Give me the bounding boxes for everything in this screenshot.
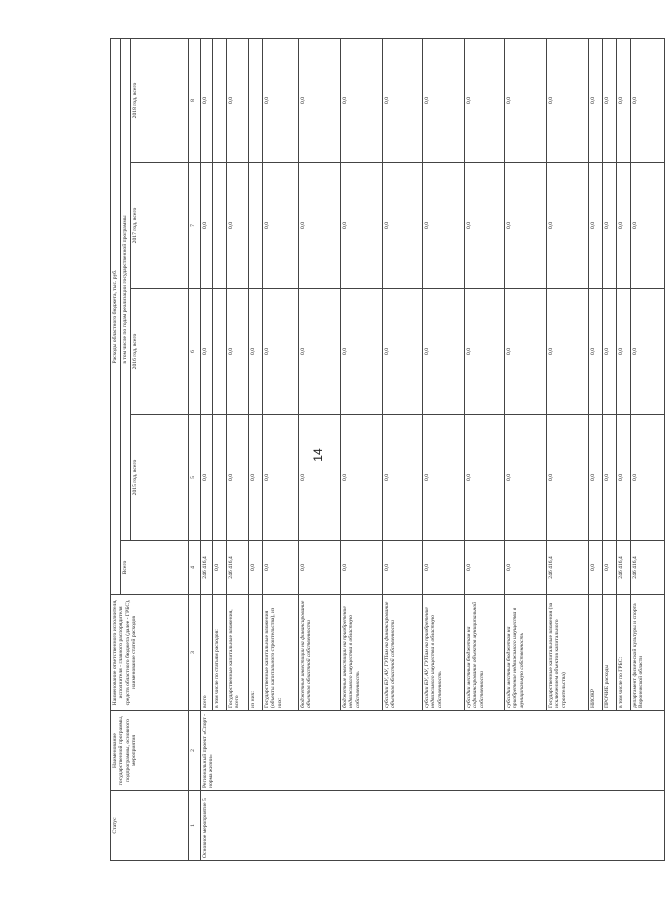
value-2015: 0,0 [603,415,617,541]
value-2018: 0,0 [617,39,631,163]
column-number: 1 [189,791,201,861]
row-label: субсидии БУ, АУ, ГУПам на финансирование объектов областной собственности [383,595,423,711]
header-expenses: Расходы областного бюджета, тыс. руб. [111,39,121,595]
value-2018: 0,0 [465,39,505,163]
value-total: 0,0 [505,541,547,595]
header-year: 2018 год, всего [131,39,189,163]
value-2016: 0,0 [201,289,213,415]
value-2015: 0,0 [617,415,631,541]
value-2018: 0,0 [505,39,547,163]
value-2016: 0,0 [263,289,299,415]
column-number: 3 [189,595,201,711]
value-2015: 0,0 [227,415,249,541]
value-2016 [213,289,227,415]
value-2015: 0,0 [383,415,423,541]
rotated-table-container [110,39,645,861]
value-2016: 0,0 [631,289,665,415]
row-label: НИОКР [589,595,603,711]
value-2017 [213,163,227,289]
column-number: 7 [189,163,201,289]
row-label: департамент физической культуры и спорта Воронежской области [631,595,665,711]
value-total: 0,0 [465,541,505,595]
value-2017: 0,0 [631,163,665,289]
value-total: 246 416,4 [631,541,665,595]
column-number: 4 [189,541,201,595]
value-total: 0,0 [423,541,465,595]
value-2018 [213,39,227,163]
value-2018: 0,0 [547,39,589,163]
value-2017: 0,0 [617,163,631,289]
row-label: Государственные капитальные вложения (объекты капитального строительства), из них: [263,595,299,711]
budget-table [110,38,665,861]
value-total: 246 416,4 [547,541,589,595]
value-2015: 0,0 [465,415,505,541]
header-year: 2016 год, всего [131,289,189,415]
value-2017: 0,0 [589,163,603,289]
row-label: бюджетные инвестиции на приобретение недвижимого имущества в областную собственность [341,595,383,711]
row-label: бюджетные инвестиции на финансирование объектов областной собственности [299,595,341,711]
value-total: 0,0 [213,541,227,595]
value-2015: 0,0 [589,415,603,541]
value-2016: 0,0 [465,289,505,415]
row-label: из них: [249,595,263,711]
value-2018: 0,0 [589,39,603,163]
value-2016: 0,0 [547,289,589,415]
value-2018: 0,0 [299,39,341,163]
value-total: 0,0 [383,541,423,595]
value-total: 246 416,4 [227,541,249,595]
value-2018: 0,0 [423,39,465,163]
value-2015: 0,0 [547,415,589,541]
value-2018: 0,0 [341,39,383,163]
header-status: Статус [111,791,189,861]
value-2017 [249,163,263,289]
header-expenses-by-year: в том числе по годам реализации государственной программы [121,39,131,541]
column-number: 5 [189,415,201,541]
value-total: 0,0 [589,541,603,595]
program-cell: Региональный проект «Спорт - норма жизни» [201,711,665,791]
row-label: в том числе по ГРБС: [617,595,631,711]
value-2018: 0,0 [383,39,423,163]
row-label: субсидии местным бюджетам на софинансирование объектов муниципальной собственности [465,595,505,711]
value-2017: 0,0 [383,163,423,289]
table-row [201,39,213,861]
value-2018: 0,0 [227,39,249,163]
value-2017: 0,0 [465,163,505,289]
value-2017: 0,0 [201,163,213,289]
row-label: Государственные капитальные вложения, всего [227,595,249,711]
value-2015: 0,0 [263,415,299,541]
value-2016: 0,0 [227,289,249,415]
value-2016: 0,0 [617,289,631,415]
value-total: 0,0 [341,541,383,595]
column-number: 8 [189,39,201,163]
value-2017: 0,0 [547,163,589,289]
header-program-name: Наименование государственной программы, подпрограммы, основного мероприятия [111,711,189,791]
header-year: 2017 год, всего [131,163,189,289]
value-2017: 0,0 [423,163,465,289]
value-total: 0,0 [603,541,617,595]
value-2015: 0,0 [249,415,263,541]
value-2016: 0,0 [505,289,547,415]
value-2016: 0,0 [249,289,263,415]
value-2017: 0,0 [263,163,299,289]
value-2016: 0,0 [299,289,341,415]
value-2016: 0,0 [603,289,617,415]
header-total: Всего [121,541,189,595]
status-cell: Основное мероприятие 5 [201,791,665,861]
value-total: 0,0 [263,541,299,595]
value-2015 [213,415,227,541]
value-2017: 0,0 [603,163,617,289]
row-label: субсидии местным бюджетам на приобретение недвижимого имущества в муниципальную собственность [505,595,547,711]
value-total: 0,0 [299,541,341,595]
header-year: 2015 год, всего [131,415,189,541]
value-total: 246 416,4 [201,541,213,595]
value-2018: 0,0 [631,39,665,163]
value-2016: 0,0 [423,289,465,415]
value-2018: 0,0 [201,39,213,163]
row-label: ПРОЧИЕ расходы [603,595,617,711]
value-2015: 0,0 [341,415,383,541]
value-2015: 0,0 [505,415,547,541]
header-executor: Наименование ответственного исполнителя, исполнителя - главного распорядителя средств областного бюджета (далее - ГРБС), наименование статей расходов [111,595,189,711]
value-2016: 0,0 [589,289,603,415]
column-number-row [189,39,201,861]
value-2017: 0,0 [505,163,547,289]
column-number: 6 [189,289,201,415]
value-2018: 0,0 [603,39,617,163]
value-2015: 0,0 [201,415,213,541]
row-label: Государственные капитальные вложения (за исключением объектов капитального строительства) [547,595,589,711]
value-total: 246 416,4 [617,541,631,595]
value-2015: 0,0 [631,415,665,541]
value-2018 [249,39,263,163]
value-2018: 0,0 [263,39,299,163]
value-total: 0,0 [249,541,263,595]
value-2015: 0,0 [299,415,341,541]
value-2017: 0,0 [227,163,249,289]
value-2017: 0,0 [341,163,383,289]
row-label: субсидии БУ, АУ, ГУПам на приобретение недвижимого имущества в областную собственность [423,595,465,711]
column-number: 2 [189,711,201,791]
value-2015: 0,0 [423,415,465,541]
row-label: всего [201,595,213,711]
value-2016: 0,0 [383,289,423,415]
value-2016: 0,0 [341,289,383,415]
row-label: в том числе по статьям расходов: [213,595,227,711]
page-number: 14 [311,448,325,462]
value-2017: 0,0 [299,163,341,289]
